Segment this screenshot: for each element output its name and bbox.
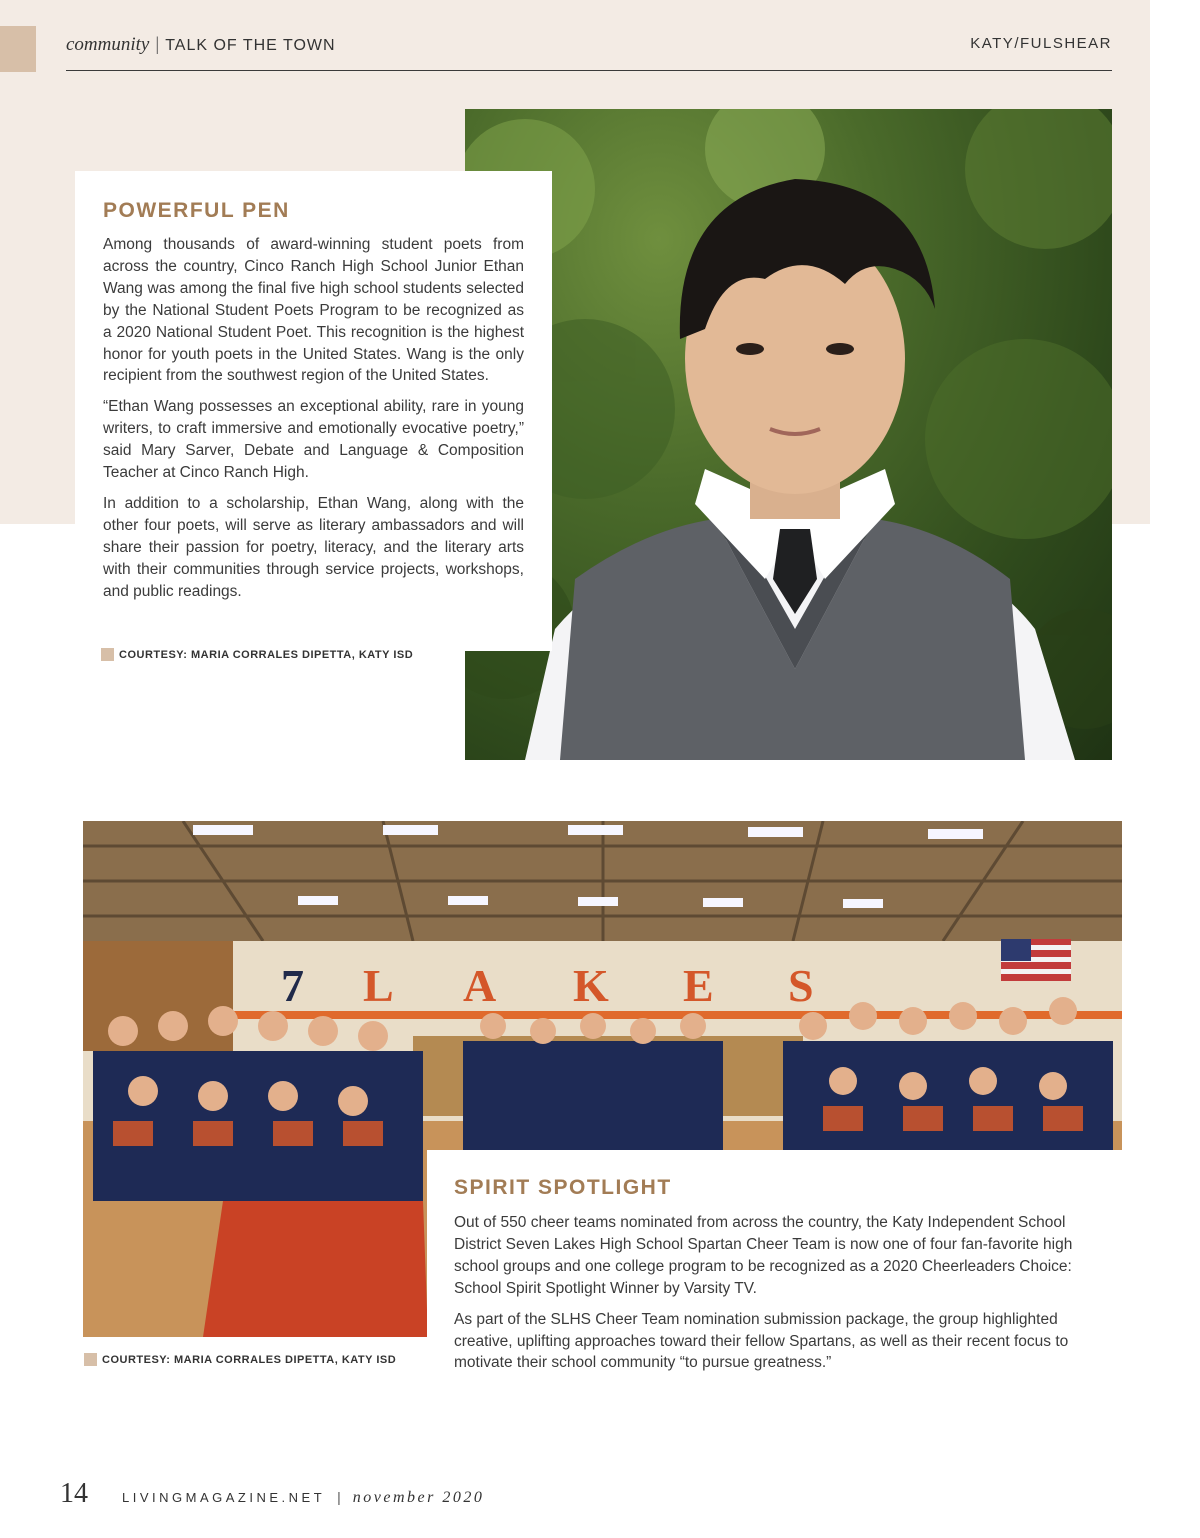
article-paragraph: In addition to a scholarship, Ethan Wang, along with the other four poets, will serve as literary ambassadors and will share their passion for poetry, literacy, and the literary arts with their communities through service projects, workshops, and public readings. — [103, 494, 524, 600]
article-title: SPIRIT SPOTLIGHT — [454, 1176, 672, 1199]
footer-divider: | — [337, 1489, 341, 1505]
photo-credit — [84, 1353, 396, 1366]
article-paragraph: Among thousands of award-winning student poets from across the country, Cinco Ranch High School Junior Ethan Wang was among the final five high school students selected by the National Student Poets Program to be recognized as a 2020 National Student Poet. This recognition is the highest honor for youth poets in the United States. Wang is the only recipient from the southwest region of the United States. — [103, 236, 524, 385]
portrait-illustration — [465, 109, 1112, 760]
svg-text:7: 7 — [281, 960, 304, 1011]
page-footer — [60, 1478, 484, 1512]
page-number: 14 — [60, 1478, 88, 1509]
page-header — [66, 32, 1112, 71]
credit-marker-icon — [101, 648, 114, 661]
article-body — [454, 1212, 1104, 1383]
article-body — [103, 234, 524, 612]
svg-text:S: S — [788, 960, 814, 1011]
svg-text:K: K — [573, 960, 609, 1011]
spirit-spotlight-article — [427, 1150, 1122, 1390]
article-paragraph: As part of the SLHS Cheer Team nomination submission package, the group highlighted creative, uplifting approaches toward their fellow Spartans, as well as their recent focus to motivate their school community “to pursue greatness.” — [454, 1310, 1069, 1372]
header-divider: | — [155, 34, 160, 55]
region-label: KATY/FULSHEAR — [970, 35, 1112, 52]
corner-tab — [0, 26, 36, 72]
article-paragraph: Out of 550 cheer teams nominated from across the country, the Katy Independent School District Seven Lakes High School Spartan Cheer Team is now one of four fan-favorite high school groups and one college program to be recognized as a 2020 Cheerleaders Choice: School Spirit Spotlight Winner by Varsity TV. — [454, 1214, 1073, 1297]
credit-text: COURTESY: MARIA CORRALES DIPETTA, KATY ISD — [119, 648, 414, 661]
portrait-photo — [465, 109, 1112, 760]
article-paragraph: “Ethan Wang possesses an exceptional ability, rare in young writers, to craft immersive and emotionally evocative poetry,” said Mary Sarver, Debate and Language & Composition Teacher at Cinco Ranch High. — [103, 398, 524, 482]
credit-marker-icon — [84, 1353, 97, 1366]
svg-text:L: L — [363, 960, 394, 1011]
section-name: community — [66, 34, 150, 55]
credit-text: COURTESY: MARIA CORRALES DIPETTA, KATY ISD — [102, 1353, 397, 1366]
svg-text:A: A — [463, 960, 497, 1011]
subsection-name: TALK OF THE TOWN — [165, 37, 336, 54]
svg-text:E: E — [683, 960, 714, 1011]
photo-credit — [101, 648, 413, 661]
article-title: POWERFUL PEN — [103, 199, 290, 222]
section-label — [66, 34, 336, 56]
issue-date: november 2020 — [352, 1489, 485, 1506]
powerful-pen-article — [75, 171, 552, 651]
website-link[interactable]: LIVINGMAGAZINE.NET — [122, 1490, 326, 1505]
